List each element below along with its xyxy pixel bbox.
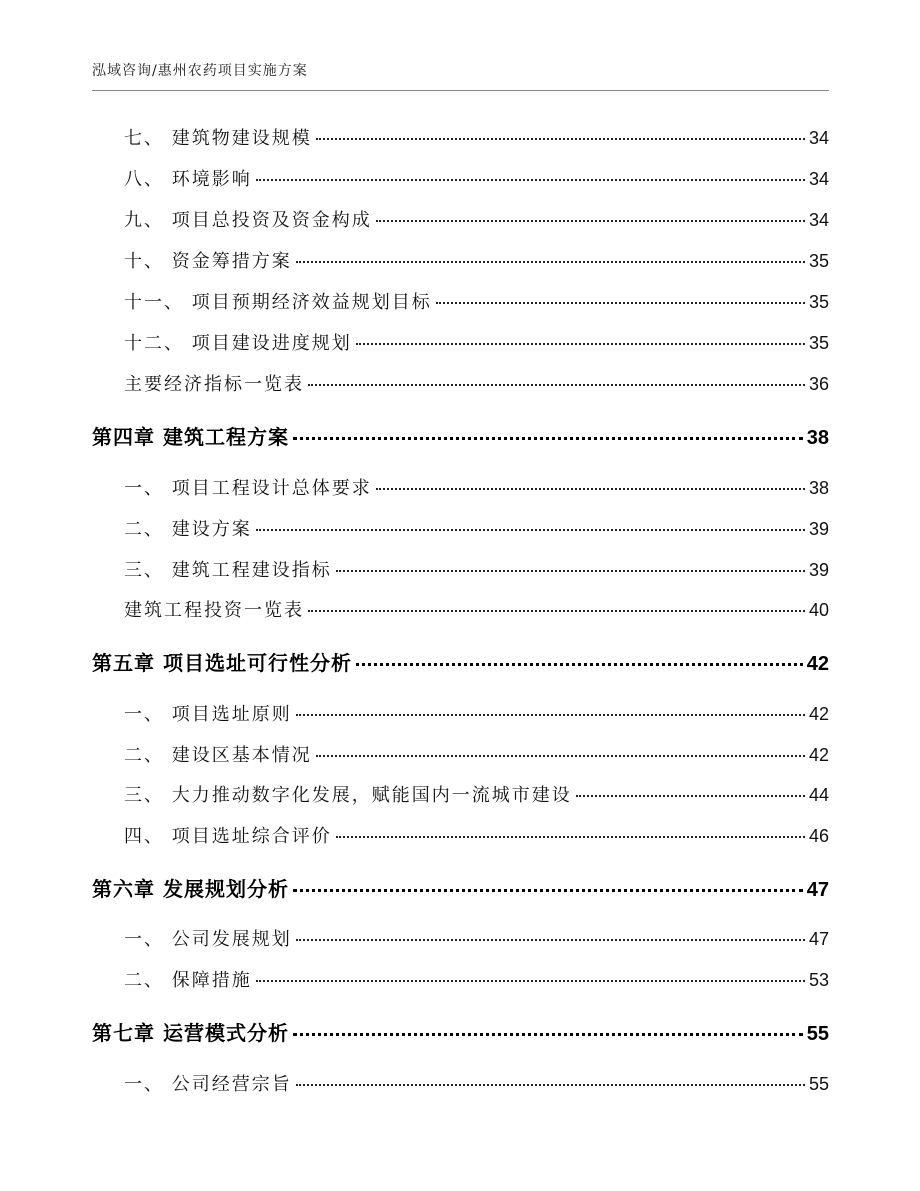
toc-entry[interactable] — [124, 781, 829, 807]
toc-page-number: 42 — [808, 704, 829, 724]
toc-entry-title: 十二、 项目建设进度规划 — [124, 333, 352, 354]
toc-page-number: 34 — [808, 169, 829, 189]
toc-dot-leader — [316, 138, 805, 140]
header-divider — [92, 90, 829, 91]
toc-entry[interactable] — [124, 165, 829, 191]
toc-page-number: 55 — [806, 1023, 829, 1045]
toc-entry-title: 四、 项目选址综合评价 — [124, 826, 332, 847]
toc-entry-title: 三、 建筑工程建设指标 — [124, 560, 332, 581]
toc-page-number: 38 — [808, 478, 829, 498]
toc-page-number: 47 — [808, 929, 829, 949]
toc-dot-leader — [308, 610, 805, 612]
toc-dot-leader — [308, 384, 805, 386]
toc-dot-leader — [293, 889, 803, 892]
toc-entry[interactable] — [124, 288, 829, 314]
toc-entry-title: 一、 公司经营宗旨 — [124, 1074, 292, 1095]
toc-page-number: 40 — [808, 600, 829, 620]
toc-entry[interactable] — [124, 124, 829, 150]
toc-page-number: 35 — [808, 333, 829, 353]
toc-chapter-entry[interactable] — [92, 647, 829, 676]
toc-chapter-entry[interactable] — [92, 421, 829, 450]
toc-entry-title: 一、 项目工程设计总体要求 — [124, 478, 372, 499]
toc-entry-title: 二、 建设方案 — [124, 519, 252, 540]
toc-entry[interactable] — [124, 556, 829, 582]
toc-dot-leader — [296, 261, 805, 263]
page-header: 泓域咨询/惠州农药项目实施方案 — [92, 63, 308, 79]
toc-chapter-entry[interactable] — [92, 873, 829, 902]
toc-page-number: 35 — [808, 251, 829, 271]
toc-entry-title: 一、 公司发展规划 — [124, 929, 292, 950]
toc-dot-leader — [436, 302, 805, 304]
toc-entry[interactable] — [124, 370, 829, 396]
toc-page-number: 34 — [808, 210, 829, 230]
toc-page-number: 53 — [808, 970, 829, 990]
toc-page-number: 42 — [808, 745, 829, 765]
toc-dot-leader — [296, 714, 805, 716]
toc-page-number: 55 — [808, 1074, 829, 1094]
toc-dot-leader — [336, 570, 805, 572]
toc-entry-title: 第六章 发展规划分析 — [92, 877, 289, 901]
toc-dot-leader — [376, 488, 805, 490]
toc-entry[interactable] — [124, 515, 829, 541]
toc-entry[interactable] — [124, 966, 829, 992]
toc-entry-title: 建筑工程投资一览表 — [124, 600, 304, 621]
toc-page-number: 34 — [808, 128, 829, 148]
toc-dot-leader — [336, 836, 805, 838]
toc-entry[interactable] — [124, 206, 829, 232]
toc-entry-title: 三、 大力推动数字化发展，赋能国内一流城市建设 — [124, 785, 572, 806]
toc-page-number: 46 — [808, 826, 829, 846]
toc-dot-leader — [316, 755, 805, 757]
toc-entry-title: 第七章 运营模式分析 — [92, 1021, 289, 1045]
toc-page-number: 38 — [806, 427, 829, 449]
toc-entry[interactable] — [124, 247, 829, 273]
toc-page-number: 39 — [808, 560, 829, 580]
toc-dot-leader — [256, 980, 805, 982]
toc-dot-leader — [356, 663, 803, 666]
toc-page-number: 44 — [808, 785, 829, 805]
toc-dot-leader — [356, 343, 805, 345]
toc-entry-title: 二、 保障措施 — [124, 970, 252, 991]
toc-dot-leader — [293, 1033, 803, 1036]
toc-dot-leader — [576, 795, 805, 797]
toc-chapter-entry[interactable] — [92, 1017, 829, 1046]
toc-entry-title: 主要经济指标一览表 — [124, 374, 304, 395]
toc-entry-title: 七、 建筑物建设规模 — [124, 128, 312, 149]
toc-page-number: 39 — [808, 519, 829, 539]
toc-dot-leader — [296, 1084, 805, 1086]
toc-entry-title: 第四章 建筑工程方案 — [92, 425, 289, 449]
toc-entry-title: 第五章 项目选址可行性分析 — [92, 651, 352, 675]
toc-dot-leader — [296, 939, 805, 941]
toc-dot-leader — [256, 179, 805, 181]
toc-entry-title: 九、 项目总投资及资金构成 — [124, 210, 372, 231]
toc-page-number: 36 — [808, 374, 829, 394]
toc-page-number: 35 — [808, 292, 829, 312]
toc-entry-title: 一、 项目选址原则 — [124, 704, 292, 725]
toc-entry-title: 八、 环境影响 — [124, 169, 252, 190]
toc-entry-title: 二、 建设区基本情况 — [124, 745, 312, 766]
toc-entry-title: 十、 资金筹措方案 — [124, 251, 292, 272]
toc-dot-leader — [293, 437, 803, 440]
toc-dot-leader — [256, 529, 805, 531]
toc-entry[interactable] — [124, 741, 829, 767]
toc-entry[interactable] — [124, 329, 829, 355]
toc-entry-title: 十一、 项目预期经济效益规划目标 — [124, 292, 432, 313]
toc-page-number: 42 — [806, 653, 829, 675]
toc-entry[interactable] — [124, 1070, 829, 1096]
toc-entry[interactable] — [124, 925, 829, 951]
toc-dot-leader — [376, 220, 805, 222]
toc-entry[interactable] — [124, 596, 829, 622]
toc-page-number: 47 — [806, 879, 829, 901]
toc-entry[interactable] — [124, 822, 829, 848]
toc-entry[interactable] — [124, 474, 829, 500]
toc-entry[interactable] — [124, 700, 829, 726]
